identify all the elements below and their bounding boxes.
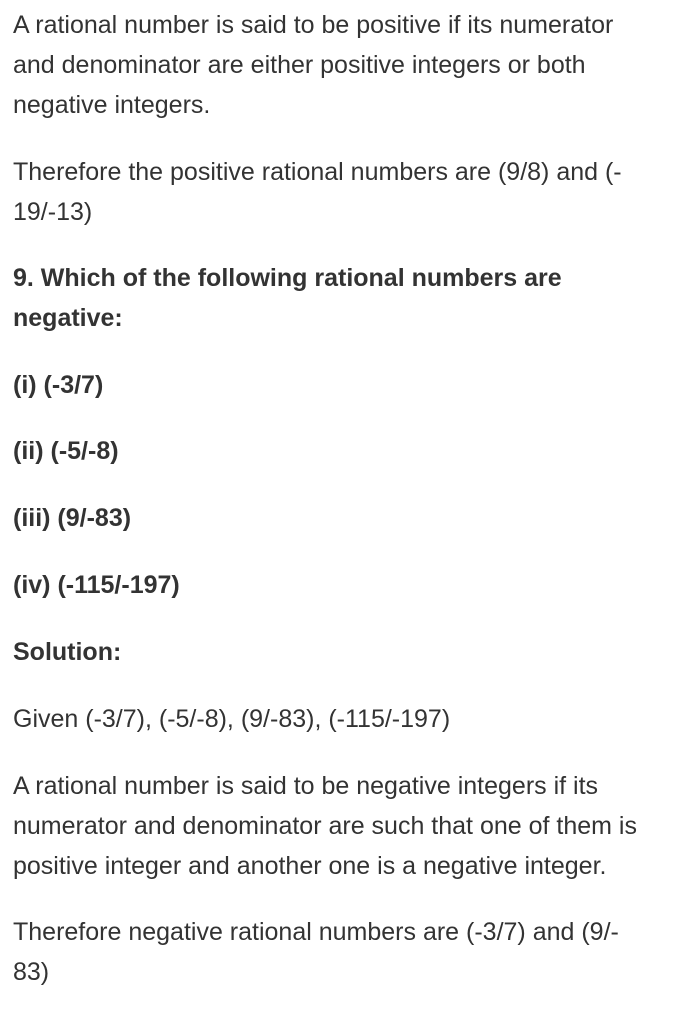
text-line: 9. Which of the following rational numbers are (13, 264, 562, 292)
negative-conclusion-paragraph (13, 912, 619, 992)
text-line: negative integers. (13, 91, 211, 119)
text-line: 19/-13) (13, 198, 93, 226)
given-line: Given (-3/7), (-5/-8), (9/-83), (-115/-197) (13, 705, 451, 733)
text-line: A rational number is said to be positive if its numerator (13, 11, 614, 39)
text-line: and denominator are either positive integers or both (13, 51, 586, 79)
option-ii: (ii) (-5/-8) (13, 437, 119, 465)
positive-conclusion-paragraph (13, 152, 622, 232)
text-line: Therefore the positive rational numbers are (9/8) and (- (13, 158, 622, 186)
option-iv: (iv) (-115/-197) (13, 571, 180, 599)
solution-heading: Solution: (13, 638, 122, 666)
positive-definition-paragraph (13, 5, 613, 125)
question-heading (13, 258, 562, 338)
text-line: positive integer and another one is a negative integer. (13, 852, 607, 880)
option-iii: (iii) (9/-83) (13, 504, 132, 532)
text-line: A rational number is said to be negative integers if its (13, 772, 599, 800)
text-line: negative: (13, 304, 123, 332)
option-i: (i) (-3/7) (13, 371, 104, 399)
text-line: Therefore negative rational numbers are (-3/7) and (9/- (13, 918, 619, 946)
text-line: 83) (13, 958, 50, 986)
negative-definition-paragraph (13, 766, 637, 886)
text-line: numerator and denominator are such that one of them is (13, 812, 637, 840)
